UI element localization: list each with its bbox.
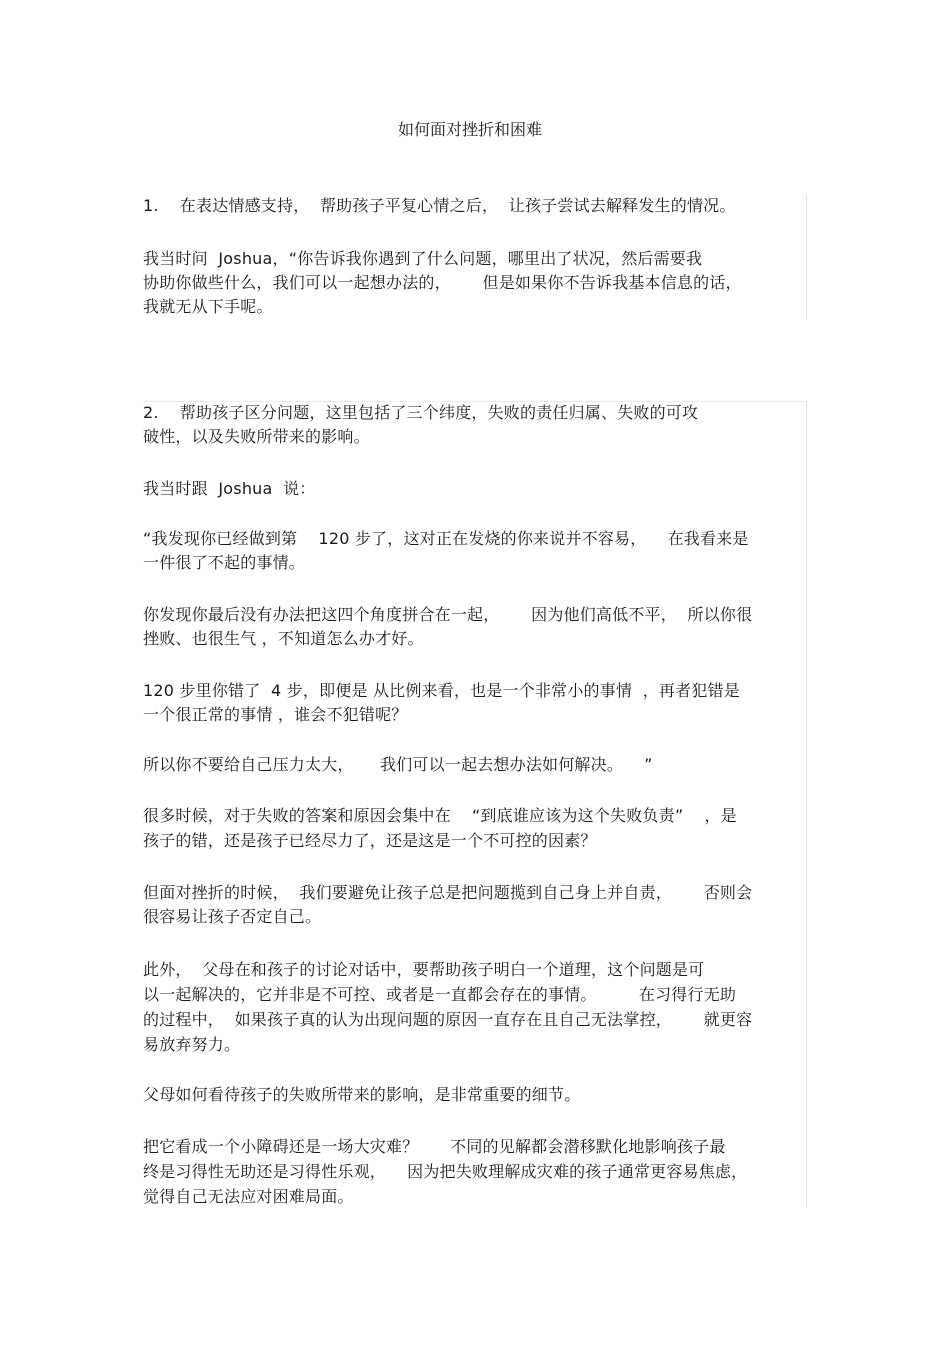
section-1 bbox=[143, 195, 807, 319]
paragraph-line: 易放弃努力。 bbox=[143, 1035, 241, 1054]
section-2-heading-continued: 破性，以及失败所带来的影响。 bbox=[143, 427, 370, 446]
section-2-heading: 2. 帮助孩子区分问题，这里包括了三个纬度，失败的责任归属、失败的可攻 bbox=[143, 403, 699, 422]
paragraph-line: 我就无从下手呢。 bbox=[143, 297, 273, 316]
paragraph-line: 以一起解决的，它并非是不可控、或者是一直都会存在的事情。 在习得行无助 bbox=[143, 985, 737, 1004]
paragraph-line: 此外， 父母在和孩子的讨论对话中，要帮助孩子明白一个道理，这个问题是可 bbox=[143, 960, 705, 979]
paragraph-line: 120 步里你错了 4 步，即便是 从比例来看，也是一个非常小的事情 ，再者犯错是 bbox=[143, 681, 740, 700]
paragraph-line: 的过程中， 如果孩子真的认为出现问题的原因一直存在且自己无法掌控， 就更容 bbox=[143, 1010, 753, 1029]
paragraph-line: 一件很了不起的事情。 bbox=[143, 553, 306, 572]
section-1-heading: 1. 在表达情感支持， 帮助孩子平复心情之后， 让孩子尝试去解释发生的情况。 bbox=[143, 196, 736, 215]
paragraph-line: 把它看成一个小障碍还是一场大灾难？ 不同的见解都会潜移默化地影响孩子最 bbox=[143, 1137, 726, 1156]
paragraph-line: 很容易让孩子否定自己。 bbox=[143, 907, 322, 926]
section-2 bbox=[143, 401, 807, 1208]
paragraph-line: 父母如何看待孩子的失败所带来的影响，是非常重要的细节。 bbox=[143, 1085, 581, 1104]
paragraph-line: 我当时问 Joshua，“你告诉我你遇到了什么问题，哪里出了状况，然后需要我 bbox=[143, 249, 703, 268]
paragraph-line: 我当时跟 Joshua 说： bbox=[143, 479, 316, 498]
paragraph-line: 协助你做些什么，我们可以一起想办法的， 但是如果你不告诉我基本信息的话， bbox=[143, 273, 742, 292]
paragraph-line: 但面对挫折的时候， 我们要避免让孩子总是把问题揽到自己身上并自责， 否则会 bbox=[143, 883, 753, 902]
paragraph-line: 你发现你最后没有办法把这四个角度拼合在一起， 因为他们高低不平， 所以你很 bbox=[143, 605, 753, 624]
paragraph-line: “我发现你已经做到第 120 步了，这对正在发烧的你来说并不容易， 在我看来是 bbox=[143, 529, 749, 548]
paragraph-line: 孩子的错，还是孩子已经尽力了，还是这是一个不可控的因素？ bbox=[143, 831, 597, 850]
paragraph-line: 所以你不要给自己压力太大， 我们可以一起去想办法如何解决。 ” bbox=[143, 755, 653, 774]
paragraph-line: 一个很正常的事情 ，谁会不犯错呢？ bbox=[143, 705, 408, 724]
paragraph-line: 终是习得性无助还是习得性乐观， 因为把失败理解成灾难的孩子通常更容易焦虑， bbox=[143, 1162, 748, 1181]
paragraph-line: 觉得自己无法应对困难局面。 bbox=[143, 1187, 354, 1206]
paragraph-line: 挫败、也很生气 ，不知道怎么办才好。 bbox=[143, 629, 424, 648]
document-title: 如何面对挫折和困难 bbox=[397, 120, 542, 139]
paragraph-line: 很多时候，对于失败的答案和原因会集中在 “到底谁应该为这个失败负责” ，是 bbox=[143, 806, 737, 825]
